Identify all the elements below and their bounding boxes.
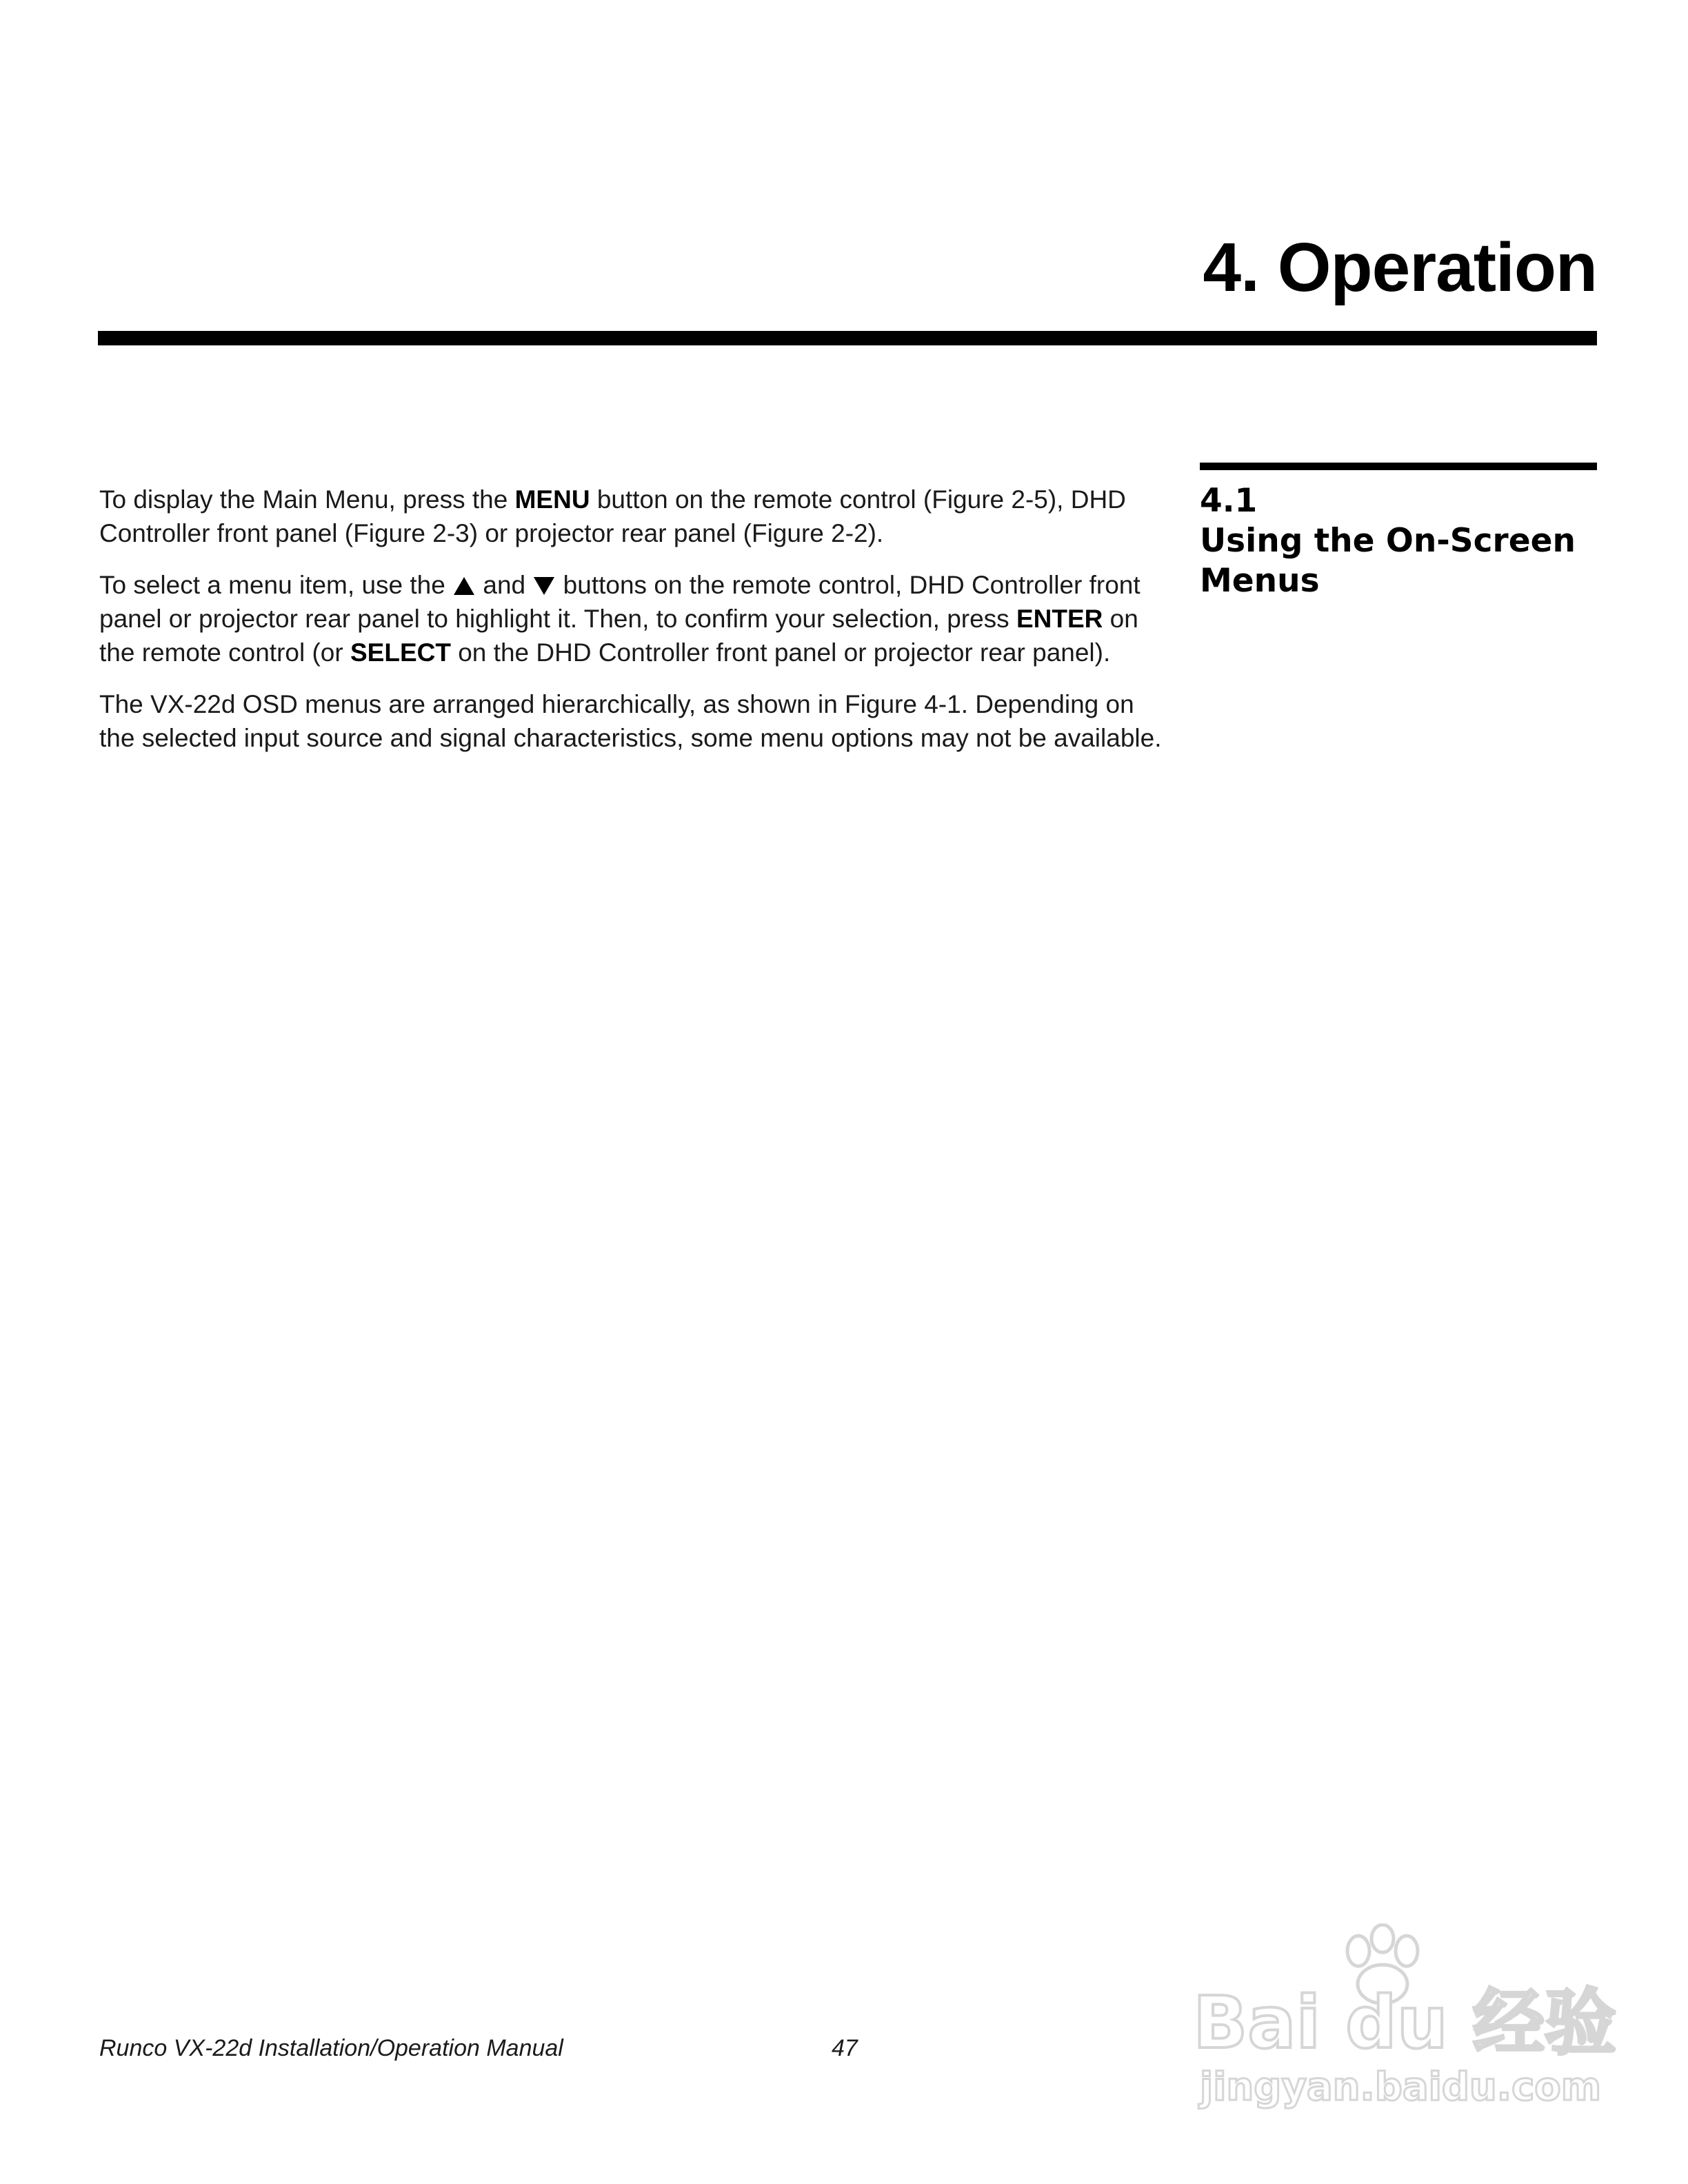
footer-manual-title: Runco VX-22d Installation/Operation Manual — [99, 2035, 563, 2061]
text-run: on the remote control (or — [99, 605, 1138, 667]
watermark-brand: Bai du 经验 — [1193, 1981, 1616, 2065]
up-arrow-icon — [454, 577, 474, 595]
text-run: and — [476, 571, 533, 599]
menu-button-term: MENU — [514, 485, 590, 514]
text-run: To display the Main Menu, press the — [99, 485, 515, 514]
down-arrow-icon — [534, 577, 554, 595]
enter-button-term: ENTER — [1016, 605, 1103, 633]
watermark-url: jingyan.baidu.com — [1200, 2065, 1602, 2110]
paragraph-select-item — [99, 568, 1175, 669]
chapter-title: 4. Operation — [1203, 229, 1597, 306]
select-button-term: SELECT — [350, 638, 451, 667]
chapter-divider — [98, 331, 1597, 345]
paragraph-main-menu — [99, 483, 1175, 550]
text-run: To select a menu item, use the — [99, 571, 453, 599]
watermark-logo — [1193, 1923, 1616, 2130]
body-text — [99, 483, 1175, 773]
section-heading — [1200, 481, 1614, 601]
text-run: buttons on the remote control, DHD Controller front panel or projector rear panel to highlight it. Then, to confirm your selection, press — [99, 571, 1141, 633]
text-run: button on the remote control (Figure 2-5), DHD Controller front panel (Figure 2-3) or projector rear panel (Figure 2-2). — [99, 485, 1126, 547]
text-run: on the DHD Controller front panel or projector rear panel). — [450, 638, 1111, 667]
section-divider — [1200, 463, 1597, 470]
footer-page-number: 47 — [832, 2035, 858, 2061]
section-number: 4.1 — [1200, 482, 1258, 520]
section-title-line2: Menus — [1200, 562, 1320, 600]
paragraph-osd-hierarchy: The VX-22d OSD menus are arranged hierarchically, as shown in Figure 4-1. Depending on the selected input source and signal characteristics, some menu options may not be available. — [99, 690, 1162, 752]
section-title-line1: Using the On-Screen — [1200, 522, 1576, 560]
